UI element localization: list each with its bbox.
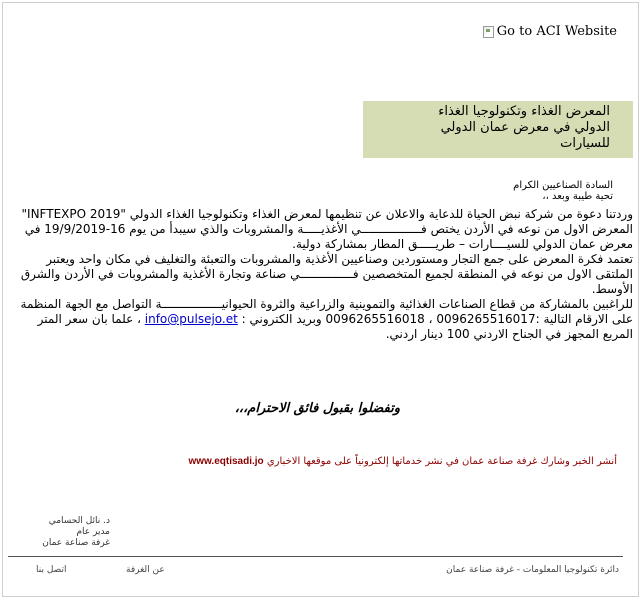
eqtisadi-link[interactable]: www.eqtisadi.jo (188, 456, 264, 467)
footer-about-link[interactable]: عن الغرفة (126, 565, 165, 575)
logo-alt-text: Go to ACI Website (496, 24, 617, 39)
share-text: أنشر الخبر وشارك غرفة صناعة عمان في نشر خدماتها إلكترونياً على موقعها الاخباري (263, 456, 617, 467)
title-band (363, 101, 633, 158)
email-link[interactable]: info@pulsejo.et (144, 312, 238, 326)
share-note (117, 456, 617, 467)
body-paragraph-2: تعتمد فكرة المعرض على جمع التجار ومستوردين وصناعيين الأغذية والمشروبات والتعبئة والتغليف في مكان واحد ويعتبر الملتقى الاول من نوعه في المنطقة لجميع المتخصصين فـــــــــــــــي صناعة وتجارة الأغذية والمشروبات في الأردن والشرق الأوسط. (20, 252, 633, 296)
news-title (370, 104, 610, 152)
news-title-line-3: للسيارات (560, 136, 610, 151)
body-paragraph-3-start: للراغبين بالمشاركة من قطاع الصناعات الغذائية والتموينية والزراعية والثروة الحيوانيـــــــــــــــــة التواصل مع الجهة المنظمة على الارقام التالية :0096265516017 ، 0096265516018 وبريد الكتروني : (20, 297, 633, 326)
broken-image-icon (483, 26, 494, 38)
news-body (8, 207, 633, 342)
footer-divider (8, 556, 623, 557)
signature-name: د. نائل الحسامي (48, 516, 110, 526)
news-title-line-1: المعرض الغذاء وتكنولوجيا الغذاء (438, 104, 610, 119)
body-paragraph-3 (8, 297, 633, 342)
signature-org: غرفة صناعة عمان (42, 538, 110, 548)
aci-website-logo-link[interactable] (483, 24, 617, 39)
signature-title: مدير عام (76, 527, 110, 537)
greeting-line-2: تحية طيبة وبعد ،، (542, 191, 613, 202)
greeting (213, 180, 613, 202)
greeting-line-1: السادة الصناعيين الكرام (513, 180, 613, 191)
body-paragraph-1: وردتنا دعوة من شركة نبض الحياة للدعاية والاعلان عن تنظيمها لمعرض الغذاء وتكنولوجيا الغذاء الدولي "INFTEXPO 2019" المعرض الاول من نوعه في الأردن يختص فـــــــــــــــــي الأغذيـــــة والمشروبات والذي سيبدأ من يوم 16-19/9/2019 في معرض عمان الدولي للسيــــارات – طريـــــق المطار بمشاركة دولية. (21, 207, 633, 251)
closing-line: وتفضلوا بقبول فائق الاحترام،،، (234, 401, 400, 416)
signature-block (20, 516, 110, 549)
footer-department: دائرة تكنولوجيا المعلومات - غرفة صناعة عمان (446, 565, 619, 575)
news-title-line-2: الدولي في معرض عمان الدولي (440, 120, 610, 135)
footer (8, 565, 623, 581)
footer-contact-link[interactable]: اتصل بنا (36, 565, 67, 575)
body-paragraph-3-end: ، علما بان سعر المتر المربع المجهز في الجناح الاردني 100 دينار اردني. (37, 312, 633, 341)
